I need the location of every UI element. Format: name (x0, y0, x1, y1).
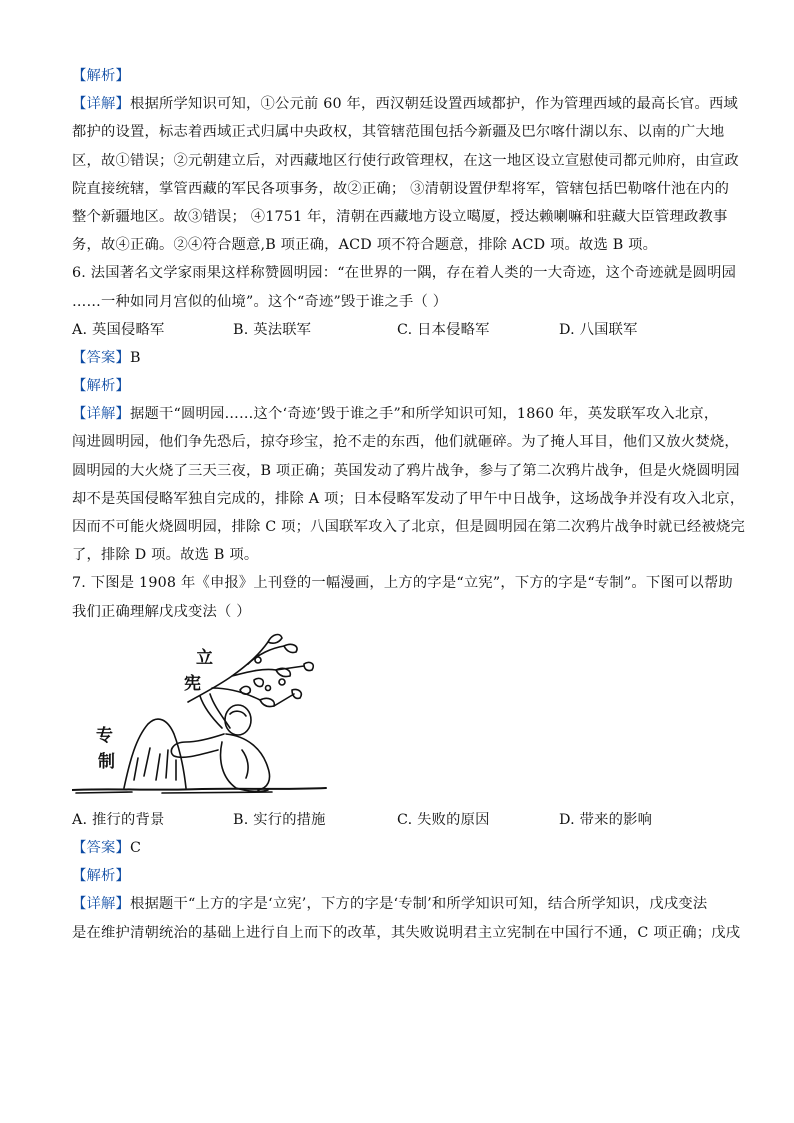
analysis-tag-q7: 【解析】 (72, 868, 130, 885)
answer-value-q6: B (130, 349, 141, 366)
cartoon-char-xian: 宪 (184, 673, 202, 694)
detail-line-q6-6: 了，排除 D 项。故选 B 项。 (72, 547, 259, 564)
option-b: B. 英法联军 (233, 321, 312, 338)
cartoon-char-zhuan: 专 (96, 725, 114, 746)
detail-tag-q6: 【详解】 (72, 406, 130, 423)
detail-line-q7-2: 是在维护清朝统治的基础上进行自上而下的改革，其失败说明君主立宪制在中国行不通，C 项正确；戊戌 (72, 924, 741, 941)
answer-tag-q6: 【答案】 (72, 349, 130, 366)
option-d: D. 八国联军 (559, 321, 638, 338)
detail-line-q5-1 (72, 90, 738, 118)
cartoon-char-zhi: 制 (98, 751, 116, 772)
detail-text: 据题干“圆明园……这个‘奇迹’毁于谁之手”和所学知识可知，1860 年，英发联军攻入北京， (130, 406, 719, 423)
detail-tag-q7: 【详解】 (72, 896, 130, 913)
question-6-line-2: ……一种如同月宫似的仙境”。这个“奇迹”毁于谁之手（ ） (72, 293, 448, 310)
answer-tag-q7: 【答案】 (72, 839, 130, 856)
cartoon-char-li: 立 (196, 647, 214, 668)
detail-tag-q5: 【详解】 (72, 96, 130, 113)
option-d: D. 带来的影响 (559, 811, 653, 828)
option-b: B. 实行的措施 (233, 811, 326, 828)
question-7-line-1: 7. 下图是 1908 年《申报》上刊登的一幅漫画，上方的字是“立宪”，下方的字是“专制”。下图可以帮助 (72, 575, 733, 592)
option-c: C. 日本侵略军 (397, 321, 490, 338)
answer-value-q7: C (130, 839, 142, 856)
detail-line-q5-6: 务，故④正确。②④符合题意,B 项正确，ACD 项不符合题意，排除 ACD 项。故选 B 项。 (72, 237, 658, 254)
question-7-line-2: 我们正确理解戊戌变法（ ） (72, 603, 251, 620)
detail-line-q6-5: 因而不可能火烧圆明园，排除 C 项；八国联军攻入了北京，但是圆明园在第二次鸦片战争时就已经被烧完 (72, 519, 745, 535)
detail-line-q6-1 (72, 400, 724, 428)
detail-line-q6-3: 圆明园的大火烧了三天三夜，B 项正确；英国发动了鸦片战争，参与了第二次鸦片战争，但是火烧圆明园 (72, 462, 740, 479)
answer-line-q7 (72, 834, 724, 862)
question-6-line-1: 6. 法国著名文学家雨果这样称赞圆明园：“在世界的一隅，存在着人类的一大奇迹，这个奇迹就是圆明园 (72, 265, 737, 282)
answer-line-q6 (72, 344, 724, 372)
question-6-options (72, 316, 724, 344)
detail-line-q6-2: 闯进圆明园，他们争先恐后，掠夺珍宝，抢不走的东西，他们就砸碎。为了掩人耳目，他们又放火焚烧， (72, 434, 739, 451)
detail-line-q5-3: 区，故①错误；②元朝建立后，对西藏地区行使行政管理权，在这一地区设立宣慰使司都元帅府，由宣政 (72, 152, 739, 169)
analysis-tag-q6: 【解析】 (72, 378, 130, 395)
analysis-tag-q5: 【解析】 (72, 68, 130, 84)
detail-line-q5-2: 都护的设置，标志着西域正式归属中央政权，其管辖范围包括今新疆及巴尔喀什湖以东、以南的广大地 (72, 124, 725, 141)
option-a: A. 英国侵略军 (72, 321, 165, 338)
detail-line-q5-4: 院直接统辖，掌管西藏的军民各项事务，故②正确； ③清朝设置伊犁将军，管辖包括巴勒喀什池在内的 (72, 180, 730, 197)
cartoon-image (72, 630, 328, 800)
question-7-options (72, 806, 724, 834)
option-a: A. 推行的背景 (72, 811, 165, 828)
detail-line-q5-5: 整个新疆地区。故③错误； ④1751 年，清朝在西藏地方设立噶厦，授达赖喇嘛和驻藏大臣管理政教事 (72, 208, 728, 225)
detail-text: 根据所学知识可知，①公元前 60 年，西汉朝廷设置西域都护，作为管理西域的最高长官。西域 (130, 96, 738, 113)
detail-line-q7-1 (72, 890, 724, 918)
detail-text: 根据题干“上方的字是‘立宪’，下方的字是‘专制’和所学知识可知，结合所学知识，戊戌变法 (130, 896, 708, 913)
option-c: C. 失败的原因 (397, 811, 490, 828)
detail-line-q6-4: 却不是英国侵略军独自完成的，排除 A 项；日本侵略军发动了甲午中日战争，这场战争并没有攻入北京， (72, 490, 745, 507)
document-content (72, 62, 745, 947)
